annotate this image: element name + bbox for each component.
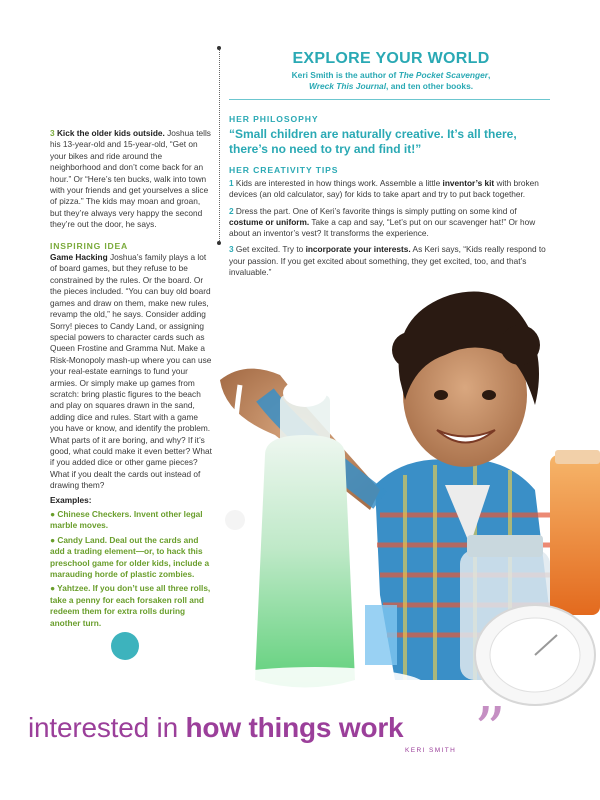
- tip-bold: incorporate your interests.: [305, 244, 411, 255]
- example-item: [50, 535, 212, 581]
- byline-prefix: Keri Smith is the author of: [291, 70, 399, 80]
- teal-circle-decoration: [111, 632, 139, 660]
- example-text: Candy Land. Deal out the cards and add a trading element—or, to hack this preschool game for older kids, include a marauding horde of plastic zombies.: [50, 534, 210, 580]
- older-kids-tip: [50, 128, 212, 231]
- tip-text: Joshua tells his 13-year-old and 15-year-old, “Get on your bikes and ride around the neighborhood and don’t come back for an hour.” Or “Here’s ten bucks, walk into town with your friends and get yourselves a slice of pizza.” The kids may moan and groan, but they’re always very happy the second they’re out the door, he says.: [50, 128, 211, 230]
- kitchen-timer: [475, 605, 595, 705]
- section-title: EXPLORE YOUR WORLD: [292, 50, 490, 67]
- game-hacking-bold: Game Hacking: [50, 252, 108, 263]
- orange-jar: [550, 450, 600, 615]
- author-byline: [268, 70, 514, 92]
- tip-text: Dress the part. One of Keri’s favorite things is simply putting on some kind of: [233, 205, 517, 216]
- photo-boy-with-jars: [205, 285, 600, 710]
- bullet-icon: ●: [50, 509, 56, 519]
- example-text: Yahtzee. If you don’t use all three rolls, take a penny for each forsaken roll and redeem them for extra rolls during another turn.: [50, 583, 211, 628]
- philosophy-heading: HER PHILOSOPHY: [229, 114, 319, 124]
- tip-number: 3: [50, 128, 55, 138]
- tip-bold: inventor’s kit: [442, 178, 495, 188]
- example-text: Chinese Checkers. Invent other legal marble moves.: [50, 509, 203, 531]
- tip-bold: costume or uniform.: [229, 216, 310, 227]
- tip-item: [229, 206, 549, 240]
- philosophy-quote: “Small children are naturally creative. It’s all there, there’s no need to try and find it!”: [229, 127, 517, 156]
- book-title: Wreck This Journal: [308, 81, 387, 91]
- divider-dot-bottom: [217, 241, 221, 245]
- tips-heading: HER CREATIVITY TIPS: [229, 165, 339, 175]
- example-item: [50, 583, 212, 629]
- creativity-tips: [229, 178, 549, 283]
- example-item: [50, 509, 212, 532]
- pull-quote-light: interested in: [28, 712, 186, 743]
- divider-dot-top: [217, 46, 221, 50]
- examples-heading: Examples:: [50, 494, 92, 505]
- left-column: [50, 128, 212, 629]
- pull-quote-bold: how things work: [185, 712, 404, 743]
- book-title: The Pocket Scavenger: [398, 70, 489, 80]
- byline-suffix: , and ten other books.: [386, 81, 474, 91]
- boy-face: [392, 292, 540, 467]
- tip-number: 3: [229, 244, 234, 255]
- tip-item: [229, 178, 549, 201]
- tip-text: Get excited. Try to: [233, 244, 306, 255]
- pull-quote-attribution: KERI SMITH: [405, 747, 457, 754]
- bullet-icon: ●: [50, 583, 56, 594]
- tip-text: Take a cap and say, “Let’s put on our scavenger hat!” Or how about an inventor’s vest? It transforms the experience.: [229, 216, 536, 239]
- tip-number: 2: [229, 205, 234, 216]
- tip-text: with broken devices (an old calculator, say) for kids to take apart and try to put back together.: [229, 178, 539, 200]
- game-hacking-paragraph: [50, 252, 212, 492]
- tip-bold: Kick the older kids outside.: [56, 128, 165, 138]
- tip-text: As Keri says, “Kids really respond to your passion. If you get excited about something, they get excited, too, and that’s invaluable.”: [229, 244, 546, 278]
- tip-text: Kids are interested in how things work. Assemble a little: [233, 178, 443, 188]
- tip-number: 1: [229, 178, 234, 188]
- blue-beaker: [365, 605, 397, 665]
- bullet-icon: ●: [50, 534, 56, 545]
- byline-separator: ,: [488, 70, 491, 80]
- column-divider: [219, 48, 220, 243]
- title-rule: [229, 99, 550, 100]
- inspiring-idea-heading: INSPIRING IDEA: [50, 240, 129, 251]
- closing-quote-mark: ”: [474, 693, 506, 766]
- game-hacking-text: Joshua’s family plays a lot of board games, but they refuse to be constrained by the rules. Or the board. Or the pieces included. “You can buy old board games and draw on them, make new rules, revamp the old,” he says. Consider adding Sorry! pieces to Candy Land, or assigning special powers to character cards such as Queen Frostine and Gramma Nut. Make a Risk-Monopoly mash-up where you can use your real-estate earnings to fund your armies. Or simply make up games from scratch: bring plastic figures to the beach and play on squares drawn in the sand, adding dice and rules. Start with a game you have or know, and identify the problem. What parts of it are boring, and why? If it’s good, what could make it even better? What if you added dice or other game pieces? What if you dealt the cards out instead of drawing them?: [50, 252, 212, 491]
- pull-quote: [28, 712, 403, 744]
- tip-item: [229, 244, 549, 278]
